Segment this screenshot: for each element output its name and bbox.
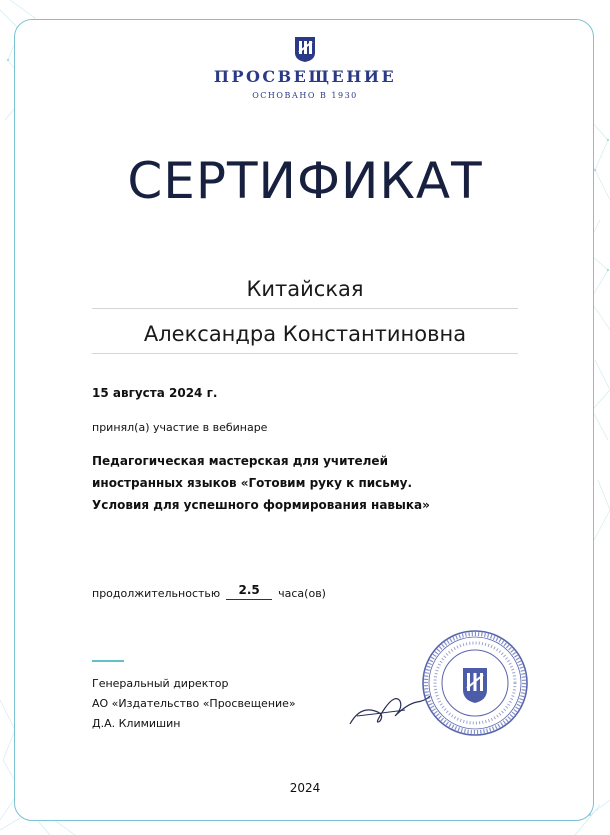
recipient-given-names: Александра Константиновна	[92, 322, 518, 354]
event-title-line: Условия для успешного формирования навыка»	[92, 498, 430, 512]
duration-prefix: продолжительностью	[92, 587, 221, 600]
event-title-line: Педагогическая мастерская для учителей	[92, 454, 388, 468]
publisher-logo	[210, 35, 400, 110]
signatory-position: Генеральный директор	[92, 677, 229, 690]
event-date: 15 августа 2024 г.	[92, 386, 218, 400]
participation-text: принял(а) участие в вебинаре	[92, 421, 268, 434]
event-title	[92, 450, 512, 516]
duration-value: 2.5	[226, 583, 272, 600]
certificate-title: СЕРТИФИКАТ	[127, 152, 483, 210]
publisher-name: ПРОСВЕЩЕНИЕ	[213, 67, 397, 86]
signatory-block	[92, 674, 296, 734]
signatory-name: Д.А. Климишин	[92, 717, 181, 730]
duration-row	[92, 583, 326, 600]
accent-divider	[92, 660, 124, 662]
duration-unit: часа(ов)	[278, 587, 326, 600]
event-title-line: иностранных языков «Готовим руку к письму.	[92, 476, 413, 490]
company-seal-stamp	[420, 628, 530, 738]
prosveshchenie-logo-icon	[293, 35, 317, 63]
recipient-surname: Китайская	[92, 277, 518, 309]
publisher-founded: ОСНОВАНО В 1930	[252, 91, 358, 100]
signatory-organization: АО «Издательство «Просвещение»	[92, 697, 296, 710]
certificate-year: 2024	[289, 781, 321, 795]
